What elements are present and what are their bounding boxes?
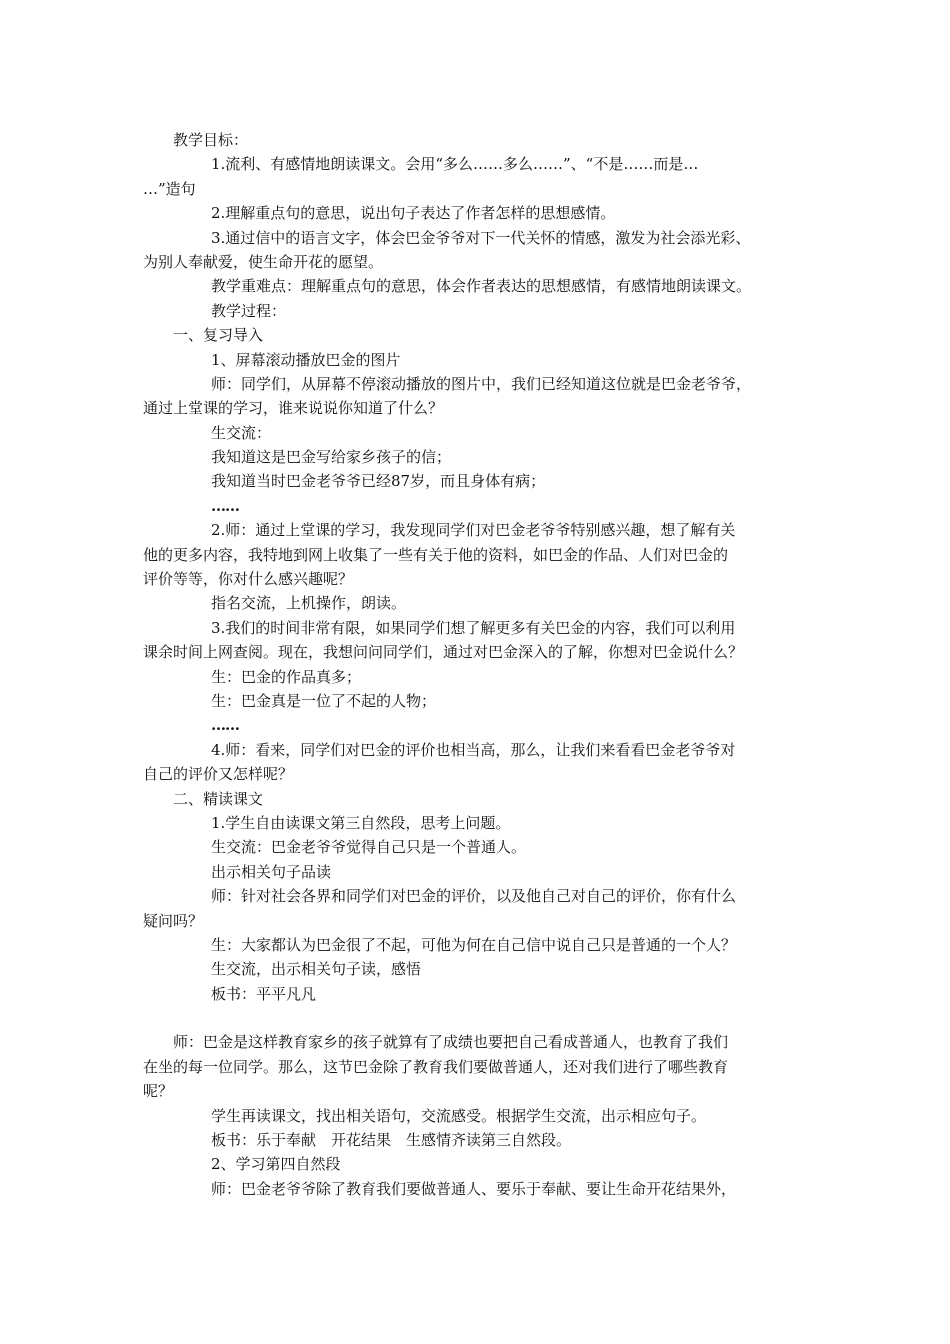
text-line: 教学目标： (173, 131, 249, 149)
text-line: 通过上堂课的学习，谁来说说你知道了什么？ (143, 399, 444, 418)
text-line: 1.学生自由读课文第三自然段，思考上问题。 (211, 813, 511, 832)
text-line: 疑问吗？ (143, 911, 204, 930)
text-line: 师：针对社会各界和同学们对巴金的评价，以及他自己对自己的评价，你有什么 (211, 887, 737, 906)
text-line: …… (211, 496, 239, 515)
text-line: 自己的评价又怎样呢？ (143, 765, 294, 784)
text-line: 板书：平平凡凡 (211, 984, 317, 1003)
text-line: 二、精读课文 (173, 789, 264, 808)
text-line: 课余时间上网查阅。现在，我想问问同学们，通过对巴金深入的了解，你想对巴金说什么？ (143, 643, 744, 662)
text-line: 4.师：看来，同学们对巴金的评价也相当高，那么，让我们来看看巴金老爷爷对 (211, 740, 736, 759)
text-line: 指名交流，上机操作，朗读。 (211, 594, 407, 613)
text-line: 生：大家都认为巴金很了不起，可他为何在自己信中说自己只是普通的一个人？ (211, 935, 737, 954)
text-line: …… (211, 716, 239, 735)
text-line: 在坐的每一位同学。那么，这节巴金除了教育我们要做普通人，还对我们进行了哪些教育 (143, 1057, 729, 1076)
text-line: 生交流： (211, 423, 272, 442)
text-line: 为别人奉献爱，使生命开花的愿望。 (143, 252, 384, 271)
text-line: 我知道这是巴金写给家乡孩子的信； (211, 448, 452, 467)
text-line: 教学重难点：理解重点句的意思，体会作者表达的思想感情，有感情地朗读课文。 (211, 277, 752, 296)
text-line: 生交流：巴金老爷爷觉得自己只是一个普通人。 (211, 838, 527, 857)
text-line: 1.流利、有感情地朗读课文。会用“多么……多么……”、“不是……而是… (211, 155, 699, 174)
text-line: 出示相关句子品读 (211, 862, 332, 881)
text-line: 1、屏幕滚动播放巴金的图片 (211, 350, 401, 369)
text-line: 师：巴金老爷爷除了教育我们要做普通人、要乐于奉献、要让生命开花结果外， (211, 1179, 737, 1198)
text-line: 学生再读课文，找出相关语句，交流感受。根据学生交流，出示相应句子。 (211, 1106, 707, 1125)
text-line: 3.通过信中的语言文字，体会巴金爷爷对下一代关怀的情感，激发为社会添光彩、 (211, 228, 751, 247)
text-line: 生：巴金真是一位了不起的人物； (211, 691, 437, 710)
text-line: 教学过程： (211, 301, 287, 320)
text-line: 一、复习导入 (173, 326, 264, 345)
text-line: 板书：乐于奉献 开花结果 生感情齐读第三自然段。 (211, 1131, 572, 1150)
text-line: 他的更多内容，我特地到网上收集了一些有关于他的资料，如巴金的作品、人们对巴金的 (143, 545, 729, 564)
text-line: 生交流，出示相关句子读，感悟 (211, 960, 422, 979)
text-line: 生：巴金的作品真多； (211, 667, 362, 686)
text-line: …”造句 (143, 179, 196, 198)
text-line: 师：巴金是这样教育家乡的孩子就算有了成绩也要把自己看成普通人，也教育了我们 (173, 1033, 729, 1052)
text-line: 评价等等，你对什么感兴趣呢？ (143, 570, 354, 589)
text-line: 我知道当时巴金老爷爷已经87岁，而且身体有病； (211, 472, 546, 491)
text-line: 2、学习第四自然段 (211, 1155, 341, 1174)
text-line: 3.我们的时间非常有限，如果同学们想了解更多有关巴金的内容，我们可以利用 (211, 618, 736, 637)
text-line: 2.理解重点句的意思，说出句子表达了作者怎样的思想感情。 (211, 204, 616, 223)
text-line: 呢？ (143, 1082, 174, 1101)
blank-line (143, 1006, 813, 1030)
text-line: 2.师：通过上堂课的学习，我发现同学们对巴金老爷爷特别感兴趣，想了解有关 (211, 521, 736, 540)
text-line: 师：同学们，从屏幕不停滚动播放的图片中，我们已经知道这位就是巴金老爷爷， (211, 374, 752, 393)
document-body (143, 128, 813, 1201)
